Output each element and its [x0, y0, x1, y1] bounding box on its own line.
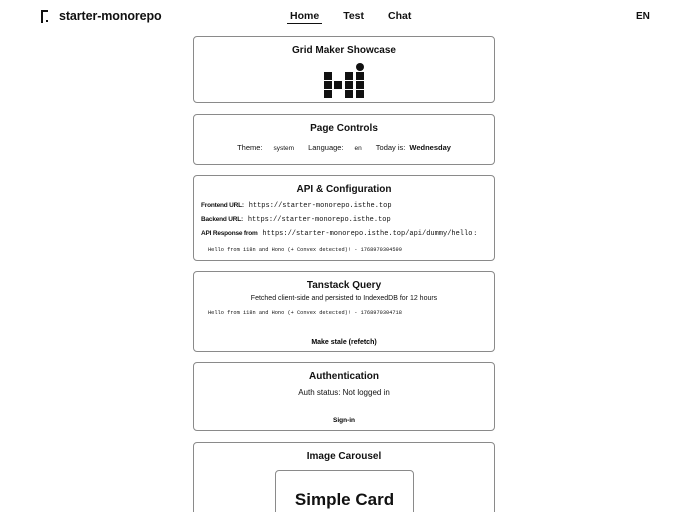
api-response-colon: :: [474, 230, 477, 237]
slide-title: Simple Card: [294, 490, 395, 509]
today-label: Today is:: [375, 143, 406, 152]
card-title: Grid Maker Showcase: [292, 45, 396, 56]
card-title: Page Controls: [310, 123, 378, 134]
theme-label: Theme:: [237, 143, 263, 152]
bracket-logo-icon[interactable]: [41, 10, 49, 23]
frontend-url-value: https://starter-monorepo.isthe.top: [248, 202, 392, 210]
image-carousel-card: [193, 442, 495, 512]
make-stale-button[interactable]: Make stale (refetch): [311, 339, 377, 346]
api-response-url: https://starter-monorepo.isthe.top/api/dummy/hello: [262, 230, 473, 238]
frontend-url-row: [194, 202, 494, 210]
theme-select[interactable]: system: [273, 145, 295, 152]
auth-status: Auth status: Not logged in: [298, 388, 390, 397]
card-title: Image Carousel: [306, 451, 382, 462]
tanstack-subtitle: Fetched client-side and persisted to IndexedDB for 12 hours: [250, 295, 438, 302]
controls-row: [194, 143, 494, 152]
grid-maker-card: [193, 36, 495, 103]
api-response-text: Hello from i18n and Hono (+ Convex detected)! - 1768970304599: [208, 247, 402, 253]
language-label: Language:: [308, 143, 344, 152]
nav-test[interactable]: Test: [343, 10, 364, 22]
nav-chat[interactable]: Chat: [388, 10, 412, 22]
card-title: API & Configuration: [296, 184, 392, 195]
tanstack-response-text: Hello from i18n and Hono (+ Convex detected)! - 1768970304718: [208, 310, 402, 316]
brand-name[interactable]: starter-monorepo: [59, 9, 162, 23]
card-title: Authentication: [309, 371, 379, 382]
api-config-card: [193, 175, 495, 261]
language-switcher[interactable]: EN: [636, 11, 650, 22]
top-header: [0, 0, 688, 33]
tanstack-query-card: [193, 271, 495, 352]
grid-hi-icon: [324, 63, 365, 97]
backend-url-value: https://starter-monorepo.isthe.top: [247, 216, 391, 224]
today-value: Wednesday: [409, 143, 451, 152]
page-controls-card: [193, 114, 495, 165]
language-select[interactable]: en: [354, 145, 362, 152]
backend-url-row: [194, 216, 494, 224]
card-title: Tanstack Query: [306, 280, 382, 291]
carousel-slide[interactable]: [275, 470, 414, 512]
authentication-card: [193, 362, 495, 431]
nav-home[interactable]: Home: [287, 10, 322, 22]
main-nav: [287, 10, 432, 22]
api-response-label: API Response from: [201, 230, 258, 237]
frontend-url-label: Frontend URL:: [201, 202, 244, 209]
backend-url-label: Backend URL:: [201, 216, 244, 223]
api-response-row: [194, 230, 494, 238]
sign-in-button[interactable]: Sign-in: [332, 417, 356, 424]
